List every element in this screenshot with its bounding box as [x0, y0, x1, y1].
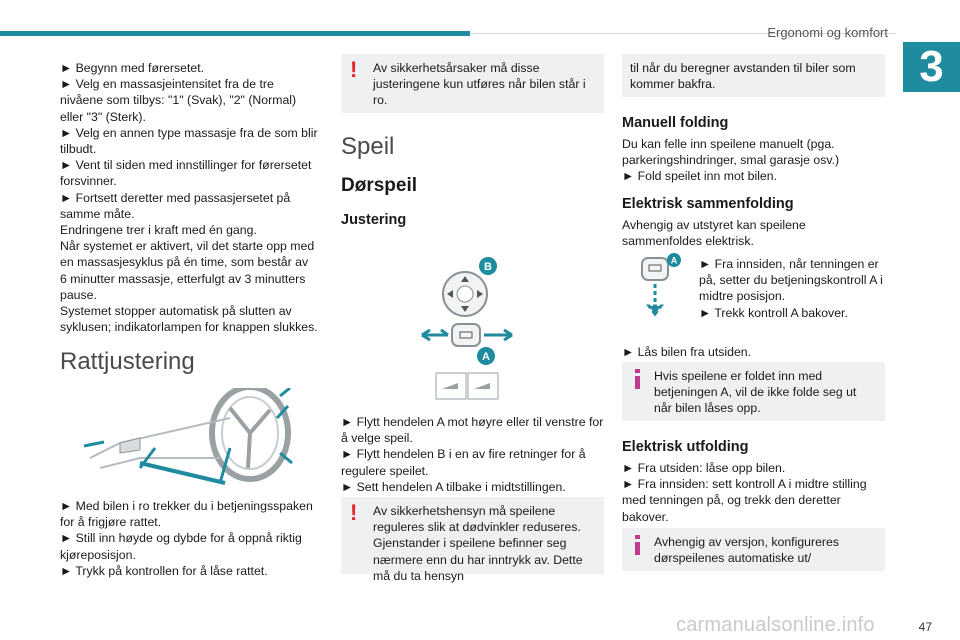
- warning-icon: !: [350, 500, 358, 525]
- step: ► Sett hendelen A tilbake i midtstillingen.: [341, 479, 566, 494]
- paragraph: Avhengig av utstyret kan speilene sammenfoldes elektrisk.: [622, 218, 806, 249]
- warning-note-2: [341, 497, 604, 583]
- info-icon: [631, 368, 645, 390]
- heading-rattjustering-wrap: [60, 348, 318, 376]
- step: ► Fra innsiden, når tenningen er på, setter du betjeningskontroll A i midtre posisjon.: [699, 257, 883, 304]
- info-note-1: [622, 362, 885, 421]
- heading-justering: Justering: [341, 212, 407, 228]
- fold-control-icon: [632, 252, 682, 322]
- watermark: carmanualsonline.info: [676, 614, 875, 636]
- heading-dorspeil: Dørspeil: [341, 175, 418, 196]
- utf-section: [622, 438, 885, 525]
- warning-note-1: [341, 54, 604, 113]
- paragraph: Endringene trer i kraft med én gang.: [60, 223, 257, 238]
- dorspeil-heading-wrap: [341, 175, 604, 197]
- info-note-2: [622, 528, 885, 571]
- paragraph: ► Begynn med førersetet.: [60, 61, 205, 75]
- page-number: 47: [918, 620, 932, 634]
- lock-step-wrap: [622, 344, 885, 360]
- samm-steps: [699, 256, 885, 321]
- step: ► Flytt hendelen B i en av fire retninger for å regulere speilet.: [341, 447, 586, 478]
- mirror-control-illustration: [420, 252, 530, 402]
- paragraph: ► Vent til siden med innstillinger for førersetet forsvinner.: [60, 158, 312, 189]
- column-1: [60, 60, 318, 335]
- note-text: til når du beregner avstanden til biler som kommer bakfra.: [630, 61, 856, 92]
- paragraph: ► Velg en annen type massasje fra de som blir tilbudt.: [60, 125, 318, 157]
- warning-text: Av sikkerhetsårsaker må disse justeringene kun utføres når bilen står i ro.: [373, 61, 586, 108]
- step: ► Med bilen i ro trekker du i betjeningsspaken for å frigjøre rattet.: [60, 499, 313, 530]
- info-icon: [631, 534, 645, 556]
- speil-heading-wrap: [341, 133, 604, 161]
- step: ► Flytt hendelen A mot høyre eller til venstre for å velge speil.: [341, 415, 604, 446]
- info-text: Hvis speilene er foldet inn med betjeningen A, vil de ikke folde seg ut når bilen låses opp.: [654, 369, 857, 416]
- step: ► Fra innsiden: sett kontroll A i midtre stilling med tenningen på, og trekk den deretter bakover.: [622, 477, 867, 524]
- heading-speil: Speil: [341, 133, 395, 160]
- continued-note: [622, 54, 885, 97]
- step: ► Still inn høyde og dybde for å oppnå riktig kjøreposisjon.: [60, 531, 302, 562]
- steering-wheel-illustration: [80, 388, 295, 493]
- info-text: Avhengig av versjon, konfigureres dørspeilenes automatiske ut/: [654, 535, 840, 566]
- samm-section: [622, 195, 885, 249]
- paragraph: Når systemet er aktivert, vil det starte opp med en massasjesyklus på én time, som består av 6 minutter massasje, etterfulgt av 3 minutters pause.: [60, 239, 315, 302]
- step: ► Trykk på kontrollen for å låse rattet.: [60, 563, 268, 578]
- step: ► Lås bilen fra utsiden.: [622, 345, 752, 359]
- paragraph: Systemet stopper automatisk på slutten av syklusen; indikatorlampen for knappen slukkes.: [60, 304, 318, 335]
- section-title: Ergonomi og komfort: [767, 25, 888, 40]
- justering-steps: [341, 414, 604, 495]
- step: ► Fra utsiden: låse opp bilen.: [622, 461, 786, 475]
- paragraph: Du kan felle inn speilene manuelt (pga. parkeringshindringer, smal garasje osv.): [622, 137, 840, 168]
- label-a: A: [482, 351, 490, 363]
- warning-icon: !: [350, 57, 358, 82]
- heading-manuell-folding: Manuell folding: [622, 115, 729, 131]
- warning-text: Av sikkerhetshensyn må speilene reguleres slik at dødvinkler reduseres. Gjenstander i speilene befinner seg nærmere enn du har inntrykk av. Dette må du ta hensyn: [373, 504, 583, 583]
- heading-elektrisk-utfolding: Elektrisk utfolding: [622, 439, 749, 455]
- manuell-section: [622, 114, 885, 185]
- heading-elektrisk-sammenfolding: Elektrisk sammenfolding: [622, 196, 794, 212]
- label-b: B: [484, 261, 492, 273]
- heading-rattjustering: Rattjustering: [60, 348, 195, 375]
- paragraph: ► Velg en massasjeintensitet fra de tre nivåene som tilbys: "1" (Svak), "2" (Normal) eller "3" (Sterk).: [60, 77, 297, 124]
- step: ► Trekk kontroll A bakover.: [699, 305, 848, 320]
- header-bar: [0, 0, 960, 40]
- chapter-number: 3: [903, 42, 960, 92]
- paragraph: ► Fortsett deretter med passasjersetet på samme måte.: [60, 190, 291, 221]
- step: ► Fold speilet inn mot bilen.: [622, 169, 778, 184]
- justering-heading-wrap: [341, 211, 604, 229]
- label-a: A: [670, 255, 678, 266]
- rattjustering-steps: [60, 498, 318, 579]
- header-accent-line: [0, 31, 470, 36]
